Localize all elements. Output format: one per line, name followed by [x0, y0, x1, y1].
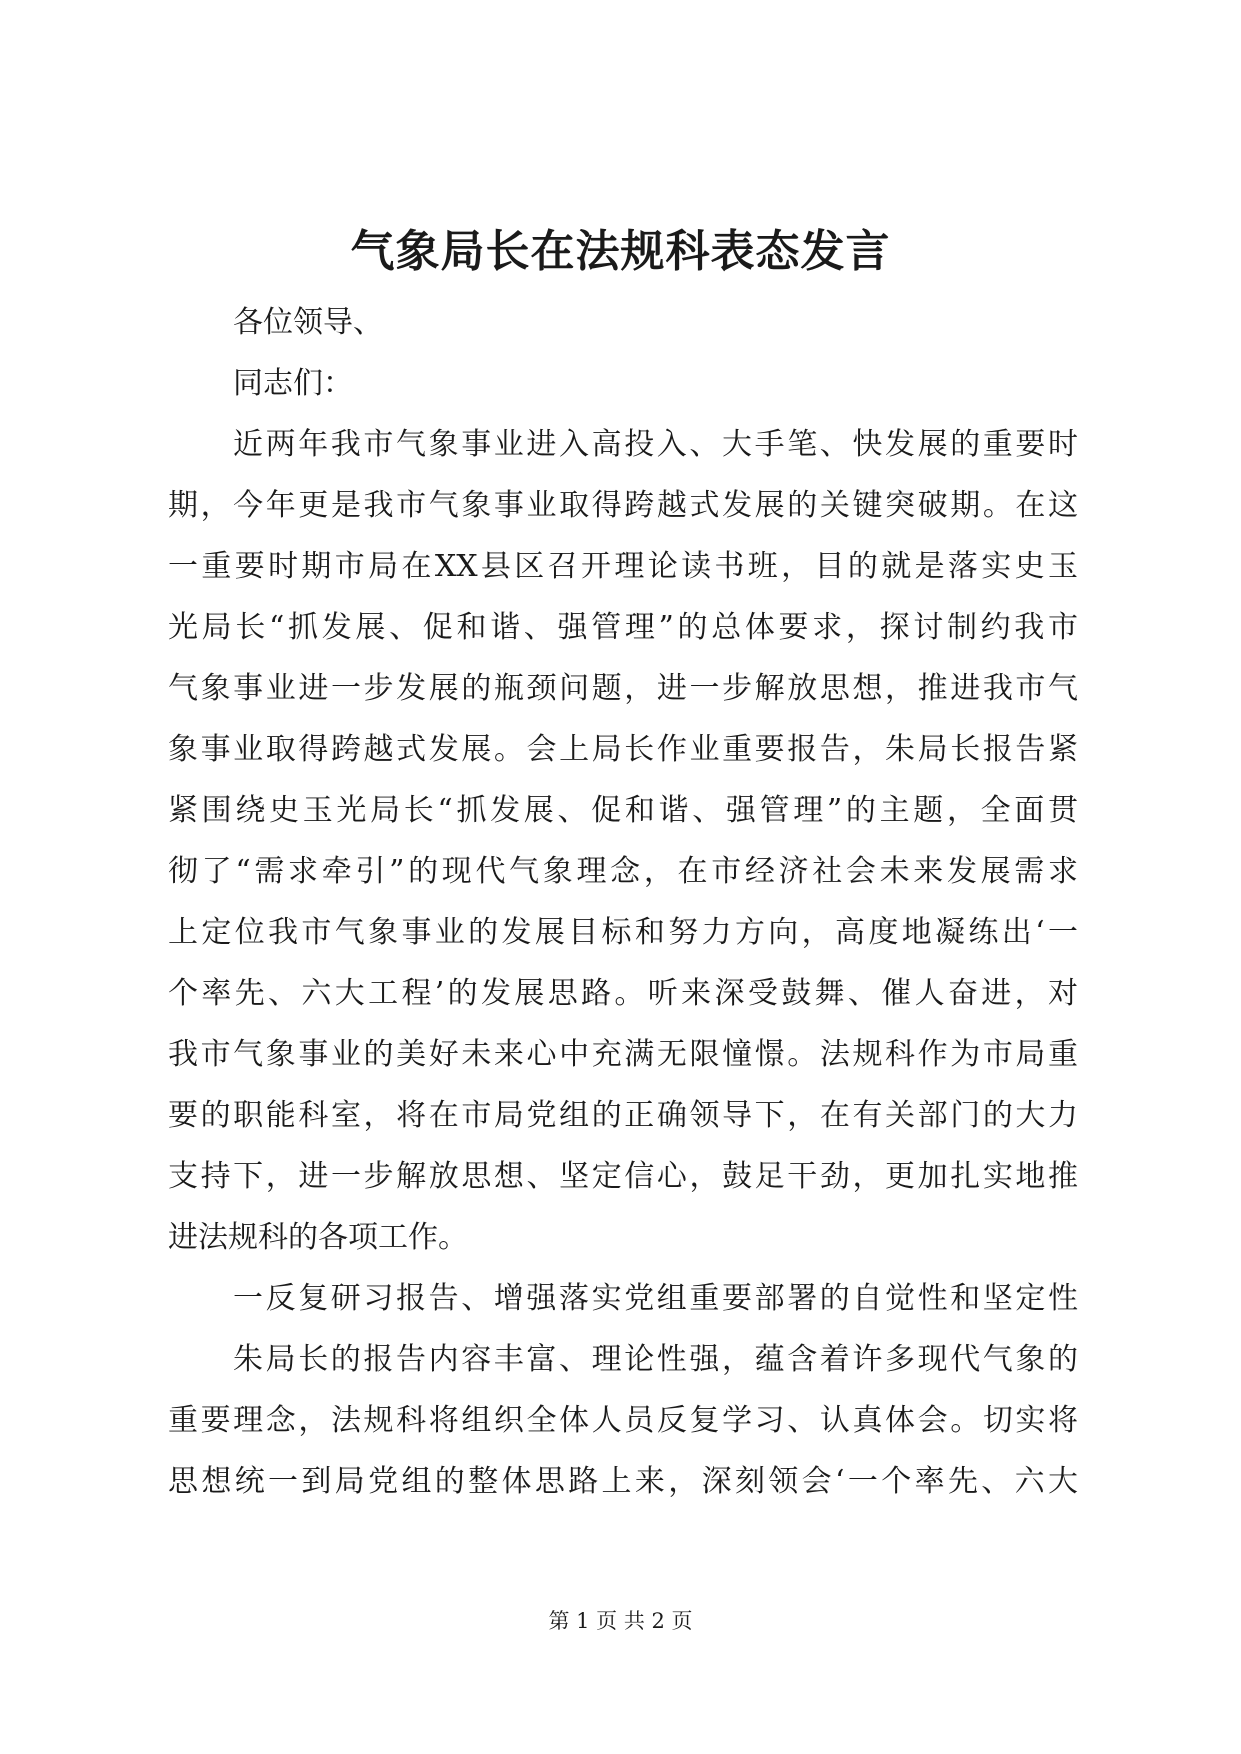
paragraph-line: 象事业取得跨越式发展。会上局长作业重要报告，朱局长报告紧	[168, 732, 1078, 767]
paragraph-line: 期，今年更是我市气象事业取得跨越式发展的关键突破期。在这	[168, 488, 1078, 523]
salutation-line-1: 各位领导、	[233, 305, 383, 340]
paragraph-line: 近两年我市气象事业进入高投入、大手笔、快发展的重要时	[233, 427, 1078, 462]
paragraph-line: 思想统一到局党组的整体思路上来，深刻领会‘一个率先、六大	[168, 1464, 1078, 1499]
paragraph-line: 彻了“需求牵引”的现代气象理念，在市经济社会未来发展需求	[168, 854, 1078, 889]
paragraph-line: 紧围绕史玉光局长“抓发展、促和谐、强管理”的主题，全面贯	[168, 793, 1078, 828]
paragraph-line: 朱局长的报告内容丰富、理论性强，蕴含着许多现代气象的	[233, 1342, 1078, 1377]
page-footer: 第 1 页 共 2 页	[548, 1609, 693, 1633]
document-title: 气象局长在法规科表态发言	[350, 226, 891, 277]
paragraph-line: 一重要时期市局在XX县区召开理论读书班，目的就是落实史玉	[168, 549, 1078, 584]
paragraph-line: 光局长“抓发展、促和谐、强管理”的总体要求，探讨制约我市	[168, 610, 1078, 645]
paragraph-line: 我市气象事业的美好未来心中充满无限憧憬。法规科作为市局重	[168, 1037, 1078, 1072]
paragraph-line: 上定位我市气象事业的发展目标和努力方向，高度地凝练出‘一	[168, 915, 1078, 950]
paragraph-line: 要的职能科室，将在市局党组的正确领导下，在有关部门的大力	[168, 1098, 1078, 1133]
paragraph-line: 重要理念，法规科将组织全体人员反复学习、认真体会。切实将	[168, 1403, 1078, 1438]
salutation-line-2: 同志们：	[233, 366, 353, 401]
paragraph-line: 进法规科的各项工作。	[168, 1220, 468, 1255]
paragraph-line: 气象事业进一步发展的瓶颈问题，进一步解放思想，推进我市气	[168, 671, 1078, 706]
section-heading: 一反复研习报告、增强落实党组重要部署的自觉性和坚定性	[233, 1281, 1078, 1316]
paragraph-line: 个率先、六大工程’的发展思路。听来深受鼓舞、催人奋进，对	[168, 976, 1078, 1011]
document-body	[168, 292, 1078, 1512]
paragraph-line: 支持下，进一步解放思想、坚定信心，鼓足干劲，更加扎实地推	[168, 1159, 1078, 1194]
